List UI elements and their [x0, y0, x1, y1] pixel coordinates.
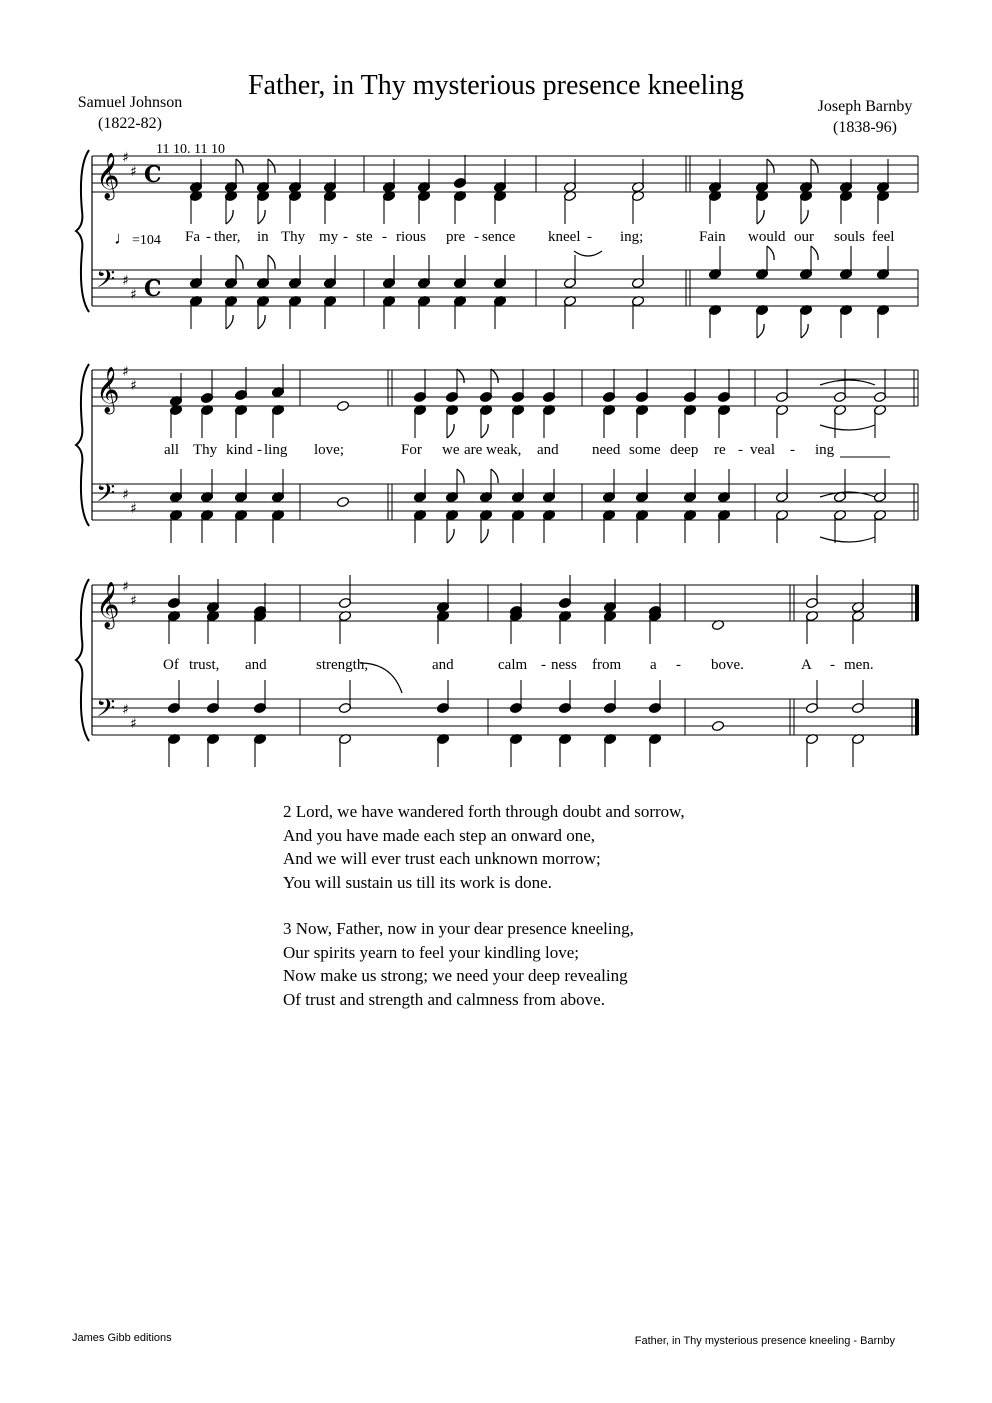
- footer-piece-credit: Father, in Thy mysterious presence kneeling - Barnby: [634, 1335, 895, 1347]
- lyric-syllable: in: [257, 229, 269, 245]
- composer-dates: (1838-96): [833, 119, 897, 136]
- treble-clef-icon: 𝄞: [96, 367, 120, 413]
- lyric-syllable: some: [629, 442, 661, 458]
- note-head: [336, 400, 349, 411]
- lyric-syllable: and: [245, 657, 267, 673]
- verse-line: And we will ever trust each unknown morrow;: [283, 849, 601, 868]
- bass-clef-icon: 𝄢: [96, 265, 116, 300]
- lyric-hyphen: -: [474, 229, 479, 245]
- lyric-syllable: and: [432, 657, 454, 673]
- lyric-syllable: love;: [314, 442, 344, 458]
- treble-clef-icon: 𝄞: [96, 153, 120, 199]
- note-flag: [481, 424, 488, 438]
- lyric-syllable: would: [748, 229, 786, 245]
- lyric-syllable: Fa: [185, 229, 200, 245]
- lyric-syllable: kind: [226, 442, 253, 458]
- brace: [76, 579, 89, 741]
- sharp-icon: ♯: [122, 150, 129, 166]
- lyric-syllable: feel: [872, 229, 895, 245]
- lyric-syllable: men.: [844, 657, 874, 673]
- lyric-syllable: pre: [446, 229, 466, 245]
- lyric-syllable: ness: [551, 657, 577, 673]
- lyric-hyphen: -: [790, 442, 795, 458]
- lyric-hyphen: -: [257, 442, 262, 458]
- meter-label: 11 10. 11 10: [156, 142, 225, 157]
- lyric-syllable: Thy: [193, 442, 218, 458]
- verse-line: Now make us strong; we need your deep revealing: [283, 966, 628, 985]
- note-flag: [481, 529, 488, 543]
- lyric-syllable: ther,: [214, 229, 241, 245]
- verse-line: Of trust and strength and calmness from above.: [283, 989, 605, 1009]
- note-flag: [801, 210, 808, 224]
- lyric-syllable: Thy: [281, 229, 306, 245]
- lyric-syllable: need: [592, 442, 621, 458]
- brace: [76, 364, 89, 526]
- note-flag: [457, 469, 464, 483]
- lyric-syllable: Fain: [699, 229, 726, 245]
- note-flag: [258, 210, 265, 224]
- lyric-hyphen: -: [206, 229, 211, 245]
- tempo-marking: ♩=104: [114, 228, 161, 248]
- quarter-note-icon: ♩: [114, 228, 132, 248]
- note-flag: [767, 159, 774, 173]
- lyric-syllable: deep: [670, 442, 699, 458]
- note-flag: [491, 369, 498, 383]
- sharp-icon: ♯: [130, 287, 137, 303]
- sharp-icon: ♯: [130, 378, 137, 394]
- note-flag: [767, 246, 774, 260]
- note-flag: [447, 529, 454, 543]
- tie: [820, 380, 875, 385]
- bass-clef-icon: 𝄢: [96, 694, 116, 729]
- footer-publisher: James Gibb editions: [72, 1332, 172, 1344]
- time-signature: C: [144, 162, 162, 188]
- lyric-syllable: weak,: [486, 442, 522, 458]
- tie: [574, 251, 602, 256]
- sharp-icon: ♯: [122, 579, 129, 595]
- lyric-syllable: ing: [815, 442, 835, 458]
- sharp-icon: ♯: [122, 364, 129, 380]
- verse-line: 3 Now, Father, now in your dear presence kneeling,: [283, 919, 634, 938]
- lyric-syllable: Of: [163, 657, 179, 673]
- tie: [820, 537, 875, 542]
- note-flag: [268, 159, 275, 173]
- tie: [820, 425, 875, 430]
- lyric-syllable: strength,: [316, 657, 369, 673]
- lyric-syllable: my: [319, 229, 339, 245]
- sharp-icon: ♯: [130, 501, 137, 517]
- note-flag: [811, 246, 818, 260]
- verses-block: [283, 800, 685, 1034]
- lyric-syllable: bove.: [711, 657, 744, 673]
- lyric-syllable: calm: [498, 657, 528, 673]
- sharp-icon: ♯: [122, 702, 129, 718]
- lyric-syllable: all: [164, 442, 179, 458]
- note-flag: [226, 210, 233, 224]
- note-flag: [226, 315, 233, 329]
- note-flag: [236, 255, 243, 269]
- lyric-hyphen: -: [738, 442, 743, 458]
- sharp-icon: ♯: [122, 273, 129, 289]
- lyric-hyphen: -: [382, 229, 387, 245]
- lyric-syllable: veal: [750, 442, 775, 458]
- verse-3: [283, 917, 685, 1011]
- lyric-syllable: from: [592, 657, 622, 673]
- sharp-icon: ♯: [130, 164, 137, 180]
- note-flag: [447, 424, 454, 438]
- verse-line: And you have made each step an onward one,: [283, 825, 596, 845]
- lyric-hyphen: -: [830, 657, 835, 673]
- lyric-hyphen: -: [541, 657, 546, 673]
- author-dates: (1822-82): [98, 115, 162, 132]
- lyric-syllable: we: [442, 442, 460, 458]
- composer-name: Joseph Barnby: [817, 98, 913, 115]
- verse-line: You will sustain us till its work is done.: [283, 872, 552, 892]
- sharp-icon: ♯: [130, 593, 137, 609]
- sharp-icon: ♯: [122, 487, 129, 503]
- note-head: [711, 720, 724, 731]
- lyric-syllable: A: [801, 657, 812, 673]
- hymn-title: Father, in Thy mysterious presence kneeling: [247, 70, 744, 101]
- lyric-syllable: rious: [396, 229, 426, 245]
- lyric-syllable: our: [794, 229, 814, 245]
- note-flag: [757, 324, 764, 338]
- lyric-syllable: souls: [834, 229, 865, 245]
- note-flag: [236, 159, 243, 173]
- lyric-syllable: and: [537, 442, 559, 458]
- verse-line: Our spirits yearn to feel your kindling love;: [283, 942, 580, 962]
- lyric-syllable: ling: [264, 442, 288, 458]
- lyric-hyphen: -: [676, 657, 681, 673]
- note-flag: [491, 469, 498, 483]
- note-flag: [801, 324, 808, 338]
- lyric-syllable: kneel: [548, 229, 581, 245]
- lyric-syllable: a: [650, 657, 657, 673]
- lyric-syllable: sence: [482, 229, 516, 245]
- note-flag: [268, 255, 275, 269]
- lyric-syllable: re: [714, 442, 726, 458]
- note-flag: [757, 210, 764, 224]
- lyric-syllable: For: [401, 442, 422, 458]
- verse-line: 2 Lord, we have wandered forth through doubt and sorrow,: [283, 802, 685, 821]
- time-signature: C: [144, 276, 162, 302]
- lyric-hyphen: -: [587, 229, 592, 245]
- note-flag: [457, 369, 464, 383]
- tempo-value: 104: [139, 233, 161, 248]
- author-name: Samuel Johnson: [77, 94, 183, 111]
- note-flag: [811, 159, 818, 173]
- lyric-syllable: ste: [356, 229, 373, 245]
- lyric-syllable: ing;: [620, 229, 644, 245]
- brace: [76, 150, 89, 312]
- note-head: [336, 496, 349, 507]
- sharp-icon: ♯: [130, 716, 137, 732]
- verse-2: [283, 800, 685, 894]
- bass-clef-icon: 𝄢: [96, 479, 116, 514]
- lyric-syllable: trust,: [189, 657, 220, 673]
- note-flag: [258, 315, 265, 329]
- lyric-syllable: are: [464, 442, 483, 458]
- lyric-hyphen: -: [343, 229, 348, 245]
- treble-clef-icon: 𝄞: [96, 582, 120, 628]
